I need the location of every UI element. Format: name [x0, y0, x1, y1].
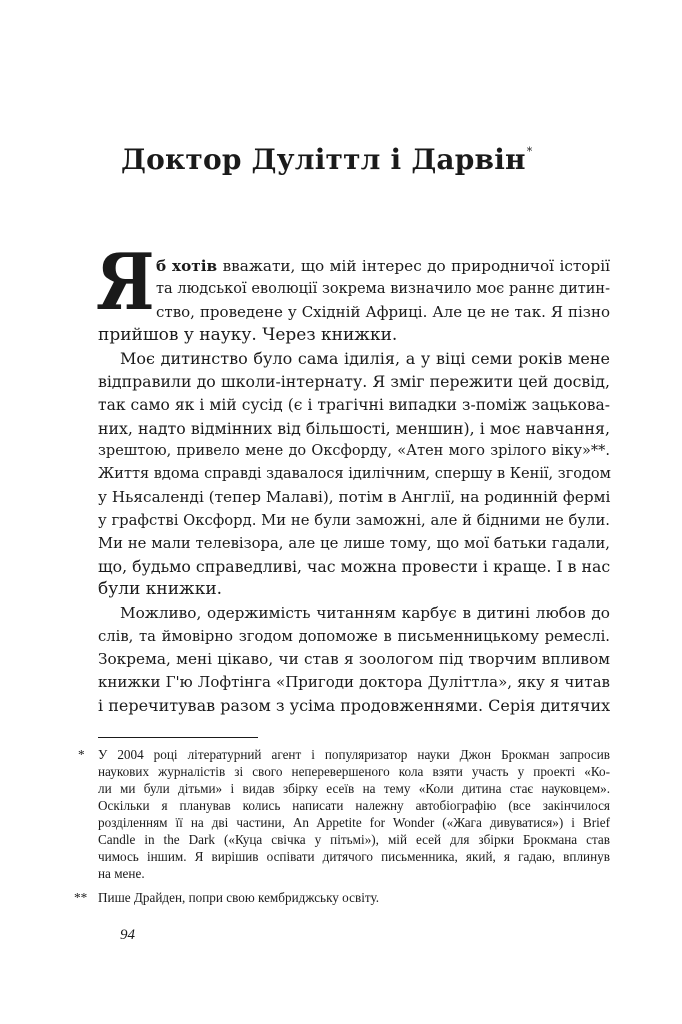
paragraph-line: Життя вдома справді здавалося ідилічним, спершу в Кенії, згодом [98, 465, 611, 482]
footnote-line: наукових журналістів зі свого неперевершеного кола взяти участь у проекті «Ко- [98, 764, 610, 779]
paragraph-line: відправили до школи-інтернату. Я зміг пережити цей досвід, [98, 372, 610, 392]
footnote-1 [78, 746, 610, 882]
paragraph-line: у Ньясаленді (тепер Малаві), потім в Англії, на родинній фермі [98, 487, 611, 506]
paragraph-line: слів, та ймовірно згодом допоможе в письменницькому ремеслі. [98, 627, 610, 645]
title-footnote-mark: * [526, 145, 533, 158]
paragraph-2 [98, 347, 610, 601]
footnote-2 [74, 889, 610, 906]
footnote-line: на мене. [98, 866, 145, 881]
paragraph-line: прийшов у науку. Через книжки. [98, 325, 398, 346]
footnote-line: чимось іншим. Я вирішив оспівати дитячого письменника, який, я гадаю, вплинув [98, 849, 610, 864]
paragraph-line: були книжки. [98, 579, 223, 600]
paragraph-line: Ми не мали телевізора, але це лише тому, що мої батьки гадали, [98, 535, 610, 553]
paragraph-line [98, 255, 610, 278]
paragraph-line: та людської еволюції зокрема визначило моє раннє дитин- [156, 281, 610, 298]
footnotes [74, 746, 610, 906]
page-number: 94 [120, 927, 135, 943]
footnote-line: ли ми були дітьми» і видав збірку есеїв на тему «Коли дитина стає науковцем». [98, 781, 610, 796]
paragraph-line: Моє дитинство було сама ідилія, а у віці семи років мене [120, 349, 610, 369]
paragraph-line: зрештою, привело мене до Оксфорду, «Атен мого зрілого віку»**. [98, 442, 610, 459]
paragraph-1 [98, 255, 610, 347]
chapter-title-text: Доктор Дуліттл і Дарвін [121, 143, 526, 176]
drop-cap: Я [96, 237, 155, 328]
footnote-mark: ** [74, 890, 88, 905]
paragraph-line: Зокрема, мені цікаво, чи став я зоологом під творчим впливом [98, 649, 610, 668]
footnote-line: Candle in the Dark («Куца свічка у пітьмі»), мій есей для збірки Брокмана став [98, 832, 610, 847]
chapter-title [121, 134, 532, 178]
paragraph-line: і перечитував разом з усіма продовженнями. Серія дитячих [98, 695, 611, 715]
paragraph-line: них, надто відмінних від більшості, меншин), і моє навчання, [98, 418, 610, 438]
paragraph-3 [98, 602, 610, 717]
paragraph-line: що, будьмо справедливі, час можна провести і краще. І в нас [98, 557, 611, 577]
paragraph-line: ство, проведене у Східній Африці. Але це не так. Я пізно [156, 303, 610, 322]
paragraph-line: книжки Г'ю Лофтінга «Пригоди доктора Дуліттла», яку я читав [98, 672, 610, 691]
footnote-divider [98, 737, 258, 738]
footnote-line: Оскільки я планував колись написати належну автобіографію (все закінчилося [98, 798, 610, 813]
footnote-mark: * [78, 747, 85, 762]
paragraph-line: Можливо, одержимість читанням карбує в дитині любов до [120, 603, 610, 622]
footnote-line: У 2004 році літературний агент і популяризатор науки Джон Брокман запросив [98, 747, 610, 762]
footnote-line: Пише Драйден, попри свою кембриджську освіту. [98, 890, 380, 905]
paragraph-line: у графстві Оксфорд. Ми не були заможні, але й бідними не були. [98, 512, 610, 530]
line-text: вважати, що мій інтерес до природничої історії [217, 257, 610, 275]
paragraph-line: так само як і мій сусід (є і трагічні випадки з-поміж зацькова- [98, 395, 610, 414]
lead-bold-text: б хотів [156, 257, 218, 275]
footnote-line: розділенням її на дві частини, An Appetite for Wonder («Жага дивуватися») і Brief [98, 815, 610, 830]
